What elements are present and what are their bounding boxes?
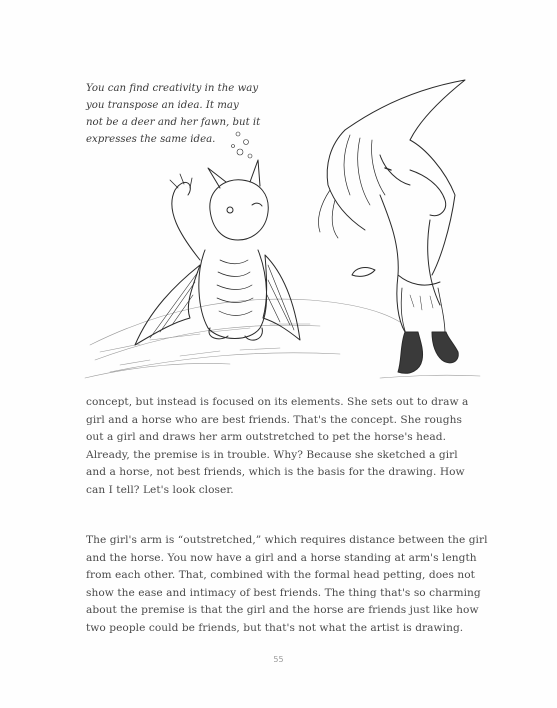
text-line: girl and a horse who are best friends. That's the concept. She roughs bbox=[86, 413, 462, 426]
caption-line: You can find creativity in the way bbox=[86, 83, 259, 94]
girl-figure bbox=[318, 80, 480, 378]
page-number: 55 bbox=[273, 655, 284, 664]
text-line: Already, the premise is in trouble. Why? Because she sketched a girl bbox=[86, 448, 458, 461]
text-line: can I tell? Let's look closer. bbox=[86, 483, 234, 496]
text-line: show the ease and intimacy of best friends. The thing that's so charming bbox=[86, 586, 481, 599]
text-line: and the horse. You now have a girl and a horse standing at arm's length bbox=[86, 551, 477, 564]
text-line: two people could be friends, but that's not what the artist is drawing. bbox=[86, 621, 464, 634]
sketch-illustration bbox=[80, 60, 530, 390]
dragon-icon bbox=[135, 132, 300, 345]
caption-line: expresses the same idea. bbox=[86, 134, 216, 145]
text-line: The girl's arm is “outstretched,” which requires distance between the girl bbox=[86, 534, 488, 546]
body-paragraph bbox=[86, 532, 488, 638]
text-line: about the premise is that the girl and the horse are friends just like how bbox=[86, 604, 479, 617]
text-line: and a horse, not best friends, which is the basis for the drawing. How bbox=[86, 466, 465, 479]
text-line: from each other. That, combined with the formal head petting, does not bbox=[86, 569, 475, 582]
caption-line: not be a deer and her fawn, but it bbox=[86, 117, 261, 128]
caption-line: you transpose an idea. It may bbox=[86, 100, 239, 111]
text-line: out a girl and draws her arm outstretched to pet the horse's head. bbox=[86, 431, 446, 444]
ground-shading bbox=[85, 299, 400, 378]
text-line: concept, but instead is focused on its elements. She sets out to draw a bbox=[86, 396, 469, 408]
body-paragraph bbox=[86, 394, 478, 500]
